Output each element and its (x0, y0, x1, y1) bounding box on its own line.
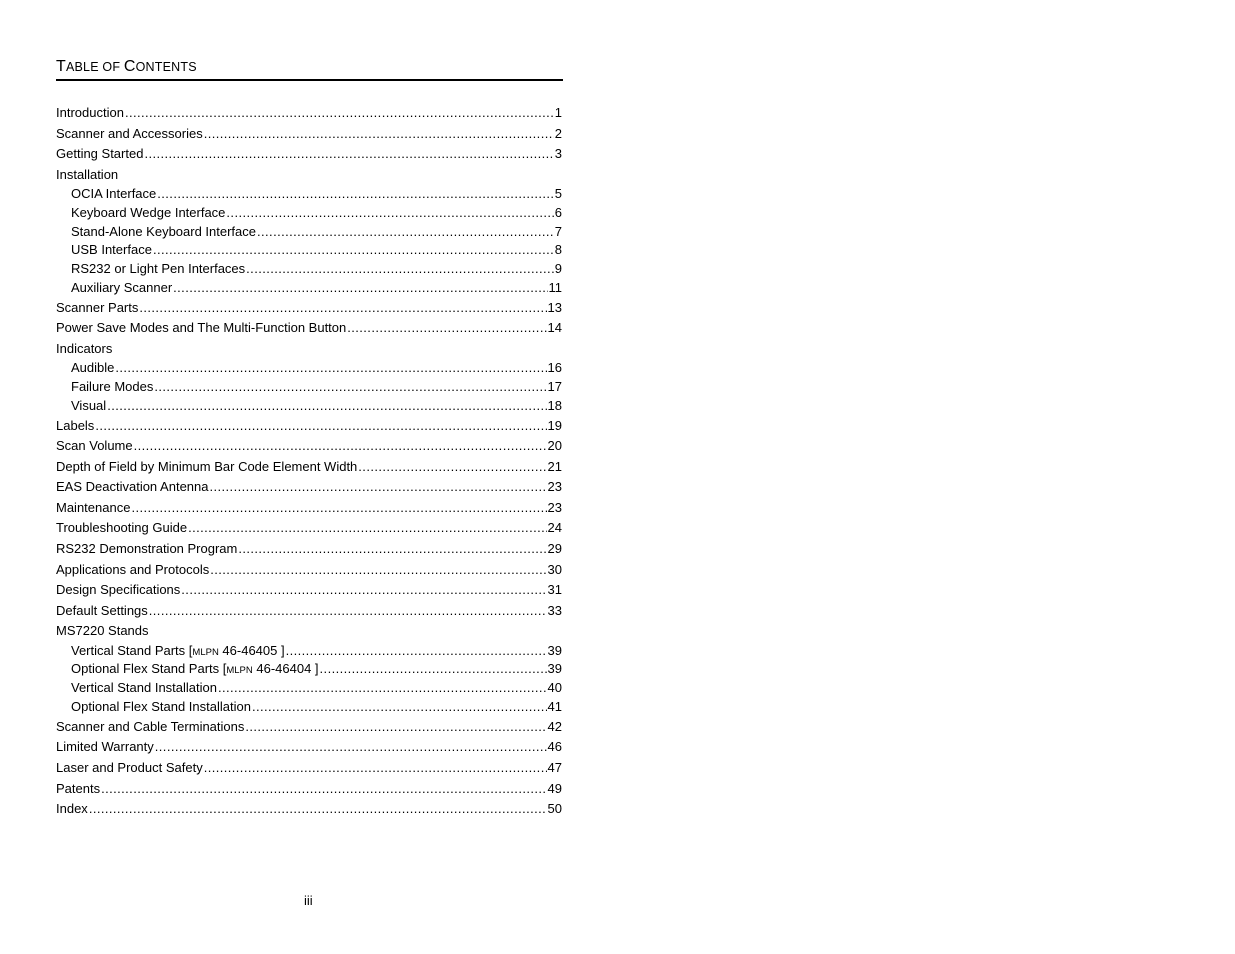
label-pre: Vertical Stand Parts [ (71, 642, 193, 658)
toc-entry-label (71, 642, 285, 661)
toc-entry-rs232-demonstration-program[interactable] (56, 539, 562, 560)
toc-entry-page: 1 (554, 105, 562, 120)
dot-leader (210, 560, 546, 581)
label-pre: Optional Flex Stand Parts [ (71, 661, 227, 677)
dot-leader (204, 758, 547, 779)
toc-entry-label: Optional Flex Stand Installation (71, 699, 251, 715)
title-cap-t: T (56, 58, 66, 75)
toc-section-ms7220-stands (56, 621, 562, 641)
toc-entry-label: Index (56, 801, 88, 817)
toc-entry-optional-flex-stand-installation[interactable] (56, 698, 562, 717)
dot-leader (134, 436, 547, 457)
toc-entry-label: Labels (56, 417, 95, 433)
toc-entry-page: 11 (548, 279, 562, 295)
toc-entry-label: Getting Started (56, 146, 144, 162)
dot-leader (153, 241, 554, 260)
toc-entry-scanner-and-accessories[interactable] (56, 124, 562, 145)
toc-entry-page: 6 (554, 204, 562, 220)
dot-leader (347, 318, 546, 339)
dot-leader (149, 601, 547, 622)
dot-leader (181, 580, 546, 601)
dot-leader (139, 298, 546, 319)
dot-leader (101, 779, 546, 800)
dot-leader (131, 498, 546, 519)
toc-entry-ocia-interface[interactable] (56, 185, 562, 204)
dot-leader (188, 518, 546, 539)
dot-leader (210, 477, 547, 498)
toc-entry-stand-alone-keyboard-interface[interactable] (56, 223, 562, 242)
toc-entry-page: 23 (547, 479, 562, 495)
toc-entry-page: 5 (554, 185, 562, 201)
toc-entry-label: Power Save Modes and The Multi-Function Button (56, 320, 347, 336)
toc-entry-power-save-modes[interactable] (56, 318, 562, 339)
dot-leader (107, 397, 546, 416)
toc-entry-label: Scanner Parts (56, 299, 139, 315)
dot-leader (238, 539, 546, 560)
page-number: iii (304, 893, 313, 908)
toc-entry-keyboard-wedge-interface[interactable] (56, 204, 562, 223)
dot-leader (218, 679, 547, 698)
toc-entry-getting-started[interactable] (56, 144, 562, 165)
toc-entry-label: Patents (56, 780, 101, 796)
toc-entry-page: 33 (547, 602, 562, 618)
toc-entry-label: Audible (71, 360, 115, 376)
dot-leader (155, 737, 547, 758)
toc-entry-rs232-or-light-pen-interfaces[interactable] (56, 260, 562, 279)
toc-entry-label: Stand-Alone Keyboard Interface (71, 223, 257, 239)
toc-entry-maintenance[interactable] (56, 498, 562, 519)
dot-leader (286, 642, 547, 661)
toc-entry-label: Limited Warranty (56, 739, 154, 755)
toc-entry-scanner-parts[interactable] (56, 298, 562, 319)
toc-entry-vertical-stand-parts[interactable] (56, 642, 562, 661)
toc-entry-label: USB Interface (71, 242, 152, 258)
toc-entry-page: 29 (547, 541, 562, 557)
toc-entry-label: EAS Deactivation Antenna (56, 479, 209, 495)
toc-entry-page: 9 (554, 261, 562, 277)
toc-entry-page: 42 (547, 718, 562, 734)
dot-leader (358, 457, 546, 478)
toc-entry-label: Failure Modes (71, 378, 154, 394)
toc-section-indicators (56, 339, 562, 359)
toc-entry-page: 41 (547, 699, 562, 715)
dot-leader (115, 359, 546, 378)
toc-entry-page: 24 (547, 520, 562, 536)
toc-entry-label: Keyboard Wedge Interface (71, 204, 226, 220)
dot-leader (89, 799, 547, 820)
toc-section-installation (56, 165, 562, 185)
page-title (56, 57, 563, 81)
toc-entry-page: 18 (547, 397, 562, 413)
dot-leader (226, 204, 553, 223)
dot-leader (95, 416, 546, 437)
toc-entry-troubleshooting-guide[interactable] (56, 518, 562, 539)
toc-entry-introduction[interactable] (56, 103, 562, 124)
label-post: 46-46404 ] (252, 661, 319, 677)
dot-leader (257, 223, 554, 242)
toc-entry-page: 7 (554, 223, 562, 239)
toc-entry-label: Introduction (56, 105, 124, 120)
title-small-caps-1: ABLE OF (65, 60, 124, 74)
toc-entry-page: 14 (547, 320, 562, 336)
label-small-caps: MLPN (192, 646, 219, 658)
dot-leader (246, 260, 554, 279)
toc-entry-page: 13 (547, 299, 562, 315)
toc-entry-label: Default Settings (56, 602, 148, 618)
toc-entry-scan-volume[interactable] (56, 436, 562, 457)
dot-leader (157, 185, 554, 204)
toc-entry-label: RS232 Demonstration Program (56, 541, 238, 557)
toc-entry-page: 3 (554, 146, 562, 162)
toc-entry-page: 19 (547, 417, 562, 433)
toc-entry-page: 2 (554, 125, 562, 141)
toc-entry-page: 49 (547, 780, 562, 796)
toc-entry-label: Scan Volume (56, 438, 133, 454)
dot-leader (144, 144, 553, 165)
toc-entry-page: 16 (547, 360, 562, 376)
toc-entry-page: 46 (547, 739, 562, 755)
toc-entry-page: 31 (547, 582, 562, 598)
toc-entry-visual[interactable] (56, 397, 562, 416)
toc-entry-label: Design Specifications (56, 582, 181, 598)
toc-entry-laser-and-product-safety[interactable] (56, 758, 562, 779)
toc-entry-applications-and-protocols[interactable] (56, 560, 562, 581)
toc-entry-auxiliary-scanner[interactable] (56, 279, 562, 298)
dot-leader (320, 660, 547, 679)
toc-entry-label: Applications and Protocols (56, 561, 210, 577)
toc-entry-vertical-stand-installation[interactable] (56, 679, 562, 698)
toc-entry-label: Laser and Product Safety (56, 760, 203, 776)
toc-entry-page: 30 (547, 561, 562, 577)
toc-entry-label: Troubleshooting Guide (56, 520, 188, 536)
toc-entry-label: RS232 or Light Pen Interfaces (71, 261, 246, 277)
toc-entry-index[interactable] (56, 799, 562, 820)
toc-section-label: Installation (56, 166, 119, 182)
table-of-contents (56, 103, 562, 820)
toc-entry-usb-interface[interactable] (56, 241, 562, 260)
toc-entry-label: Scanner and Accessories (56, 125, 203, 141)
toc-entry-label: Vertical Stand Installation (71, 680, 217, 696)
title-small-caps-2: ONTENTS (135, 60, 197, 74)
toc-entry-page: 39 (547, 642, 562, 658)
toc-entry-page: 40 (547, 680, 562, 696)
toc-section-label: Indicators (56, 340, 113, 356)
toc-entry-labels[interactable] (56, 416, 562, 437)
toc-entry-page: 47 (547, 760, 562, 776)
toc-entry-label: Depth of Field by Minimum Bar Code Element Width (56, 458, 358, 474)
toc-section-label: MS7220 Stands (56, 623, 149, 639)
toc-entry-limited-warranty[interactable] (56, 737, 562, 758)
toc-entry-failure-modes[interactable] (56, 378, 562, 397)
dot-leader (204, 124, 554, 145)
toc-entry-scanner-and-cable-terminations[interactable] (56, 717, 562, 738)
dot-leader (154, 378, 546, 397)
label-post: 46-46405 ] (218, 642, 285, 658)
toc-entry-label: Visual (71, 397, 107, 413)
toc-entry-label: Scanner and Cable Terminations (56, 718, 245, 734)
toc-entry-design-specifications[interactable] (56, 580, 562, 601)
dot-leader (245, 717, 546, 738)
toc-entry-page: 23 (547, 499, 562, 515)
toc-entry-label (71, 660, 319, 679)
toc-entry-page: 21 (547, 458, 562, 474)
toc-entry-page: 17 (547, 378, 562, 394)
dot-leader (125, 103, 554, 124)
toc-entry-eas-deactivation-antenna[interactable] (56, 477, 562, 498)
dot-leader (252, 698, 547, 717)
toc-entry-depth-of-field[interactable] (56, 457, 562, 478)
toc-entry-audible[interactable] (56, 359, 562, 378)
toc-entry-patents[interactable] (56, 779, 562, 800)
toc-entry-page: 20 (547, 438, 562, 454)
toc-entry-page: 39 (547, 661, 562, 677)
toc-entry-optional-flex-stand-parts[interactable] (56, 660, 562, 679)
title-cap-c: C (123, 58, 136, 75)
toc-entry-label: OCIA Interface (71, 185, 157, 201)
toc-entry-label: Maintenance (56, 499, 131, 515)
label-small-caps: MLPN (226, 665, 253, 677)
toc-entry-page: 8 (554, 242, 562, 258)
toc-entry-page: 50 (547, 801, 562, 817)
toc-entry-default-settings[interactable] (56, 601, 562, 622)
toc-entry-label: Auxiliary Scanner (71, 279, 173, 295)
dot-leader (173, 279, 547, 298)
